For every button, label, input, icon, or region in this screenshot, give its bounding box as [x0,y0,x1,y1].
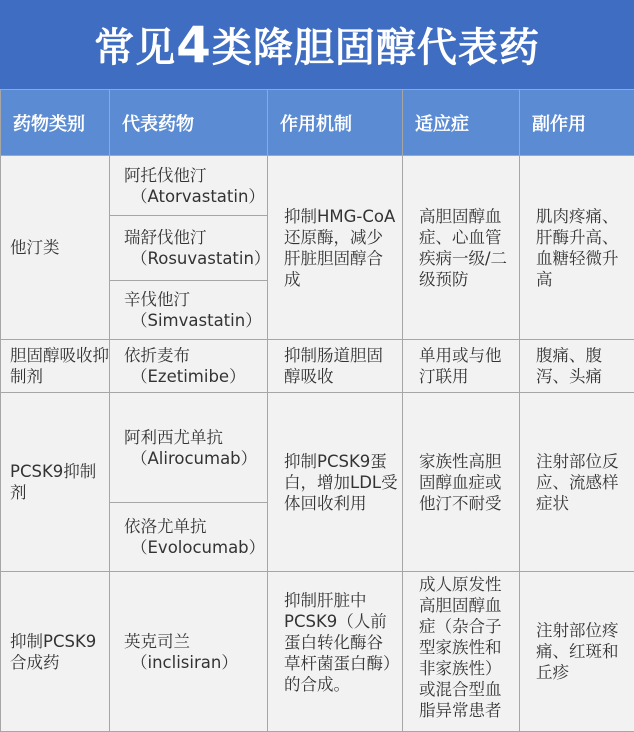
mechanism-cell: 抑制HMG-CoA还原酶，减少肝脏胆固醇合成 [268,156,403,340]
drug-cell [110,340,268,393]
drug-name-en: （Alirocumab） [124,448,267,469]
title-suffix: 类降胆固醇代表药 [212,16,540,73]
side-effects-cell: 注射部位反应、流感样症状 [520,393,634,572]
drug-name-en: （Rosuvastatin） [124,248,267,269]
drug-name-en: （Simvastatin） [124,310,267,331]
drug-name-cn: 英克司兰 [124,632,190,651]
title-prefix: 常见 [94,16,176,73]
table-row [1,572,634,732]
side-effects-cell: 肌肉疼痛、肝酶升高、血糖轻微升高 [520,156,634,340]
indication-cell: 家族性高胆固醇血症或他汀不耐受 [403,393,520,572]
category-cell: 他汀类 [1,156,110,340]
drug-cell [110,572,268,732]
table-row [1,156,634,216]
indication-cell: 成人原发性高胆固醇血症（杂合子型家族性和非家族性）或混合型血脂异常患者 [403,572,520,732]
drug-name-cn: 辛伐他汀 [124,290,190,309]
table-row [1,393,634,503]
drug-cell [110,393,268,503]
mechanism-cell: 抑制肠道胆固醇吸收 [268,340,403,393]
drug-name-cn: 依洛尤单抗 [124,517,207,536]
drug-name-cn: 阿利西尤单抗 [124,428,223,447]
drug-name-en: （Evolocumab） [124,537,267,558]
category-cell: 胆固醇吸收抑制剂 [1,340,110,393]
drug-cell [110,216,268,281]
drug-cell [110,281,268,340]
drug-table [0,89,634,732]
indication-cell: 单用或与他汀联用 [403,340,520,393]
drug-name-en: （Atorvastatin） [124,186,267,207]
table-row [1,340,634,393]
title-number: 4 [176,16,212,74]
mechanism-cell: 抑制PCSK9蛋白，增加LDL受体回收利用 [268,393,403,572]
category-cell: PCSK9抑制剂 [1,393,110,572]
drug-cell [110,503,268,572]
header-side-effects: 副作用 [520,90,634,156]
side-effects-cell: 注射部位疼痛、红斑和丘疹 [520,572,634,732]
header-indication: 适应症 [403,90,520,156]
drug-name-cn: 依折麦布 [124,346,190,365]
header-mechanism: 作用机制 [268,90,403,156]
drug-name-en: （Ezetimibe） [124,366,267,387]
drug-name-cn: 阿托伐他汀 [124,166,207,185]
mechanism-cell: 抑制肝脏中PCSK9（人前蛋白转化酶谷草杆菌蛋白酶）的合成。 [268,572,403,732]
drug-name-en: （inclisiran） [124,652,267,673]
header-category: 药物类别 [1,90,110,156]
drug-name-cn: 瑞舒伐他汀 [124,228,207,247]
header-row [1,90,634,156]
page-title [0,0,634,89]
side-effects-cell: 腹痛、腹泻、头痛 [520,340,634,393]
drug-cell [110,156,268,216]
indication-cell: 高胆固醇血症、心血管疾病一级/二级预防 [403,156,520,340]
header-drug: 代表药物 [110,90,268,156]
category-cell: 抑制PCSK9合成药 [1,572,110,732]
